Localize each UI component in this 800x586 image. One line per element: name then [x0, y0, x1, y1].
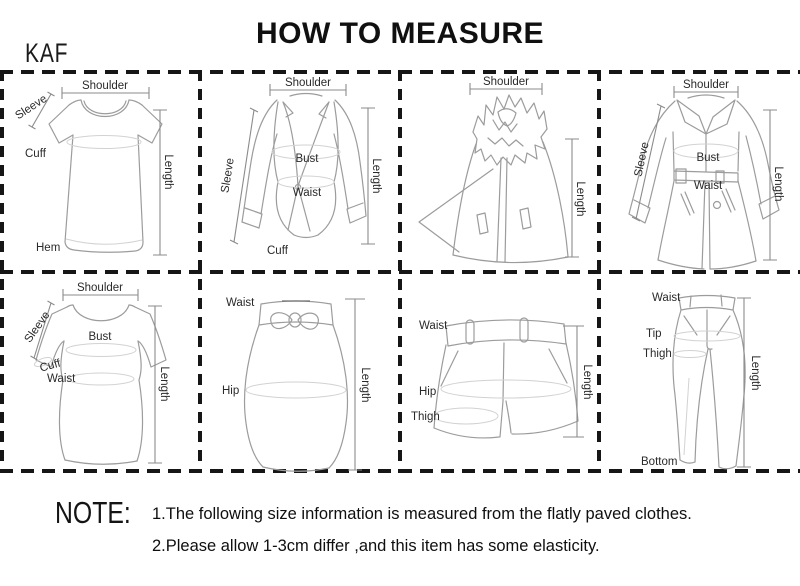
- skirt-waist-label: Waist: [226, 297, 255, 309]
- cell-tshirt: [0, 72, 200, 272]
- pants-diagram: [600, 273, 800, 472]
- dress-length-label: Length: [158, 366, 170, 402]
- tshirt-sleeve-label: Sleeve: [13, 92, 50, 123]
- skirt-hip-label: Hip: [222, 385, 240, 397]
- trench-coat-length-label: Length: [772, 166, 784, 202]
- shorts-hip-label: Hip: [419, 386, 437, 398]
- note-line-2: 2.Please allow 1-3cm differ ,and this item has some elasticity.: [152, 536, 600, 555]
- brand-logo: KAF: [25, 38, 69, 68]
- skirt-length-label: Length: [359, 367, 371, 403]
- blazer-length-label: Length: [370, 158, 382, 194]
- blazer-bust-label: Bust: [295, 153, 319, 165]
- blazer-cuff-label: Cuff: [267, 245, 288, 257]
- page-title: HOW TO MEASURE: [255, 17, 545, 50]
- cell-skirt: [200, 273, 400, 473]
- shorts-outline: [434, 318, 578, 438]
- cell-fur-coat: [400, 72, 600, 272]
- fur-coat-measure-lines: [470, 83, 579, 257]
- skirt-shading-hints: [246, 382, 346, 398]
- trench-coat-bust-label: Bust: [696, 152, 720, 164]
- pants-tip-label: Tip: [646, 328, 662, 340]
- pants-length-label: Length: [749, 355, 761, 391]
- shorts-length-label: Length: [581, 364, 593, 400]
- tshirt-hem-label: Hem: [36, 242, 61, 254]
- blazer-shoulder-label: Shoulder: [284, 77, 332, 89]
- tshirt-cuff-label: Cuff: [25, 148, 46, 160]
- dress-cuff-label: Cuff: [38, 357, 62, 375]
- trench-coat-diagram: [600, 72, 800, 272]
- pants-waist-label: Waist: [652, 292, 681, 304]
- cell-blazer: [200, 72, 400, 272]
- blazer-shading-hints: [272, 145, 340, 188]
- skirt-diagram: [200, 273, 400, 472]
- fur-coat-length-label: Length: [574, 181, 586, 217]
- tshirt-shading-hints: [66, 136, 142, 245]
- note-heading: NOTE:: [55, 495, 131, 530]
- shorts-waist-label: Waist: [419, 320, 448, 332]
- cell-trench-coat: [600, 72, 800, 272]
- blazer-waist-label: Waist: [292, 187, 322, 199]
- note-line-1: 1.The following size information is measured from the flatly paved clothes.: [152, 504, 692, 523]
- pants-outline: [673, 295, 745, 469]
- skirt-outline: [245, 301, 348, 471]
- trench-coat-sleeve-label: Sleeve: [632, 140, 652, 178]
- pants-shading-hints: [674, 331, 740, 455]
- tshirt-measure-lines: [29, 87, 168, 255]
- pants-bottom-label: Bottom: [641, 456, 678, 468]
- shorts-diagram: [400, 273, 600, 472]
- dress-bust-label: Bust: [88, 331, 112, 343]
- blazer-diagram: [200, 72, 400, 272]
- fur-coat-outline: [419, 95, 568, 263]
- fur-coat-shoulder-label: Shoulder: [482, 76, 530, 88]
- fur-coat-diagram: [400, 72, 600, 272]
- cell-dress: [0, 273, 200, 473]
- tshirt-outline: [49, 100, 162, 252]
- shorts-thigh-label: Thigh: [411, 411, 440, 423]
- dress-shoulder-label: Shoulder: [76, 282, 124, 294]
- tshirt-shoulder-label: Shoulder: [81, 80, 129, 92]
- cell-shorts: [400, 273, 600, 473]
- trench-coat-waist-label: Waist: [693, 180, 723, 192]
- blazer-outline: [242, 94, 366, 238]
- trench-coat-shoulder-label: Shoulder: [682, 79, 730, 91]
- blazer-sleeve-label: Sleeve: [219, 157, 237, 194]
- dress-diagram: [0, 273, 200, 472]
- tshirt-length-label: Length: [162, 154, 174, 190]
- dress-sleeve-label: Sleeve: [22, 309, 53, 346]
- pants-thigh-label: Thigh: [643, 348, 672, 360]
- cell-pants: [600, 273, 800, 473]
- dress-waist-label: Waist: [47, 373, 76, 385]
- tshirt-diagram: [0, 72, 200, 272]
